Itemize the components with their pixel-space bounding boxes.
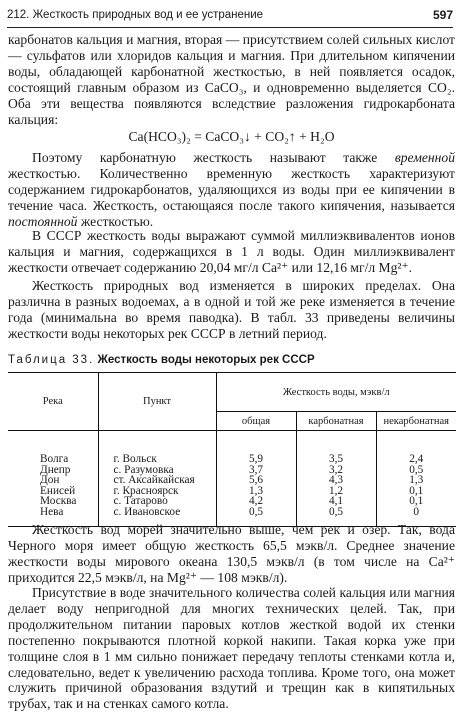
paragraph-natural-waters: Жесткость природных вод изменяется в широких пределах. Она различна в разных водоемах, а в одной и той же реке изменяется в течение года (минимальна во время паводка). В табл. 33 приведены величины жесткости воды некоторых рек СССР в летний период. [8,278,455,341]
station-name: г. Вольск [98,431,216,465]
station-name: г. Красноярск [98,486,216,497]
noncarbonate-hardness: 0 [376,507,456,526]
text-segment: жесткостью. [77,213,154,229]
table-label: Таблица 33. [8,354,95,366]
hardness-table [8,372,456,527]
table-row [8,496,456,507]
column-header-noncarbonate: некарбонатная [376,412,456,431]
station-name: с. Ивановское [98,507,216,526]
noncarbonate-hardness: 0,1 [376,496,456,507]
carbonate-hardness: 3,5 [296,431,376,465]
noncarbonate-hardness: 0,5 [376,465,456,476]
table-row [8,475,456,486]
river-name: Волга [40,453,69,465]
paragraph-temporary-hardness [8,150,455,230]
paragraph-technical-use: Присутствие в воде значительного количества солей кальция или магния делает воду непригодной для многих технических целей. Так, при продолжительном питании паровых котлов жесткой водой их стенки постепенно покрываются плотной коркой накипи. Такая корка уже при толщине слоя в 1 мм сильно понижает передачу теплоты стенками котла и, следовательно, ведет к увеличению расхода топлива. Кроме того, она может служить причиной образования вздутий и трещин как в кипятильных трубах, так и на стенках самого котла. [8,585,455,712]
emphasis-temporary: временной [394,150,455,165]
carbonate-hardness: 0,5 [296,507,376,526]
station-name: с. Татарово [98,496,216,507]
total-hardness: 3,7 [216,465,296,476]
column-header-river: Река [8,373,98,431]
noncarbonate-hardness: 2,4 [376,431,456,465]
table-title: Жесткость воды некоторых рек СССР [97,354,315,366]
table-caption [8,353,455,367]
emphasis-permanent: постоянной [8,213,78,229]
total-hardness: 1,3 [216,486,296,497]
river-name: Дон [40,474,60,487]
station-name: ст. Аксайкайская [98,475,216,486]
section-title: 212. Жесткость природных вод и ее устранение [7,9,264,21]
river-name: Днепр [40,463,71,476]
chemical-equation: Ca(HCO₃)₂ = CaCO₃↓ + CO₂↑ + H₂O [128,129,335,144]
carbonate-hardness: 1,2 [296,486,376,497]
carbonate-hardness: 3,2 [296,465,376,476]
column-header-hardness: Жесткость воды, мэкв/л [216,373,456,412]
paragraph-carbonate-hardness: карбонатов кальция и магния, вторая — присутствием солей сильных кислот — сульфатов или хлоридов кальция и магния. При длительном кипячении воды, обладающей карбонатной жесткостью, в ней появляется осадок, состоящий главным образом из CaCO₃, и одновременно выделяется CO₂. Оба эти вещества появляются вследствие разложения гидрокарбоната кальция: [8,32,455,127]
text-segment: жесткостью. Количественно временную жесткость характеризуют содержанием гидрокарбонатов, удаляющихся из воды при ее кипячении в течение часа. Жесткость, остающаяся после такого кипячения, называется [8,165,455,213]
noncarbonate-hardness: 0,1 [376,486,456,497]
station-name: с. Разумовка [98,465,216,476]
total-hardness: 0,5 [216,507,296,526]
page-number: 597 [432,8,453,22]
carbonate-hardness: 4,3 [296,475,376,486]
total-hardness: 4,2 [216,496,296,507]
table-row [8,431,456,465]
column-header-point: Пункт [98,373,216,431]
running-header [7,7,453,28]
total-hardness: 5,6 [216,475,296,486]
paragraph-sea-water: Жесткость вод морей значительно выше, чем рек и озер. Так, вода Черного моря имеет общую жесткость 65,5 мэкв/л. Среднее значение жесткости воды мирового океана 130,5 мэкв/л (в том числе на Ca²⁺ приходится 22,5 мэкв/л, на Mg²⁺ — 108 мэкв/л). [8,522,455,585]
carbonate-hardness: 4,1 [296,496,376,507]
river-name: Москва [40,495,77,508]
paragraph-units: В СССР жесткость воды выражают суммой миллиэквивалентов ионов кальция и магния, содержащихся в 1 л воды. Один миллиэквивалент жесткости отвечает содержанию 20,04 мг/л Ca²⁺ или 12,16 мг/л Mg²⁺. [8,228,455,275]
column-header-carbonate: карбонатная [296,412,376,431]
total-hardness: 5,9 [216,431,296,465]
table-row [8,465,456,476]
river-name: Нева [8,507,98,526]
river-name: Енисей [40,484,76,497]
noncarbonate-hardness: 1,3 [376,475,456,486]
column-header-total: общая [216,412,296,431]
text-segment: Поэтому карбонатную жесткость называют также [32,150,395,165]
